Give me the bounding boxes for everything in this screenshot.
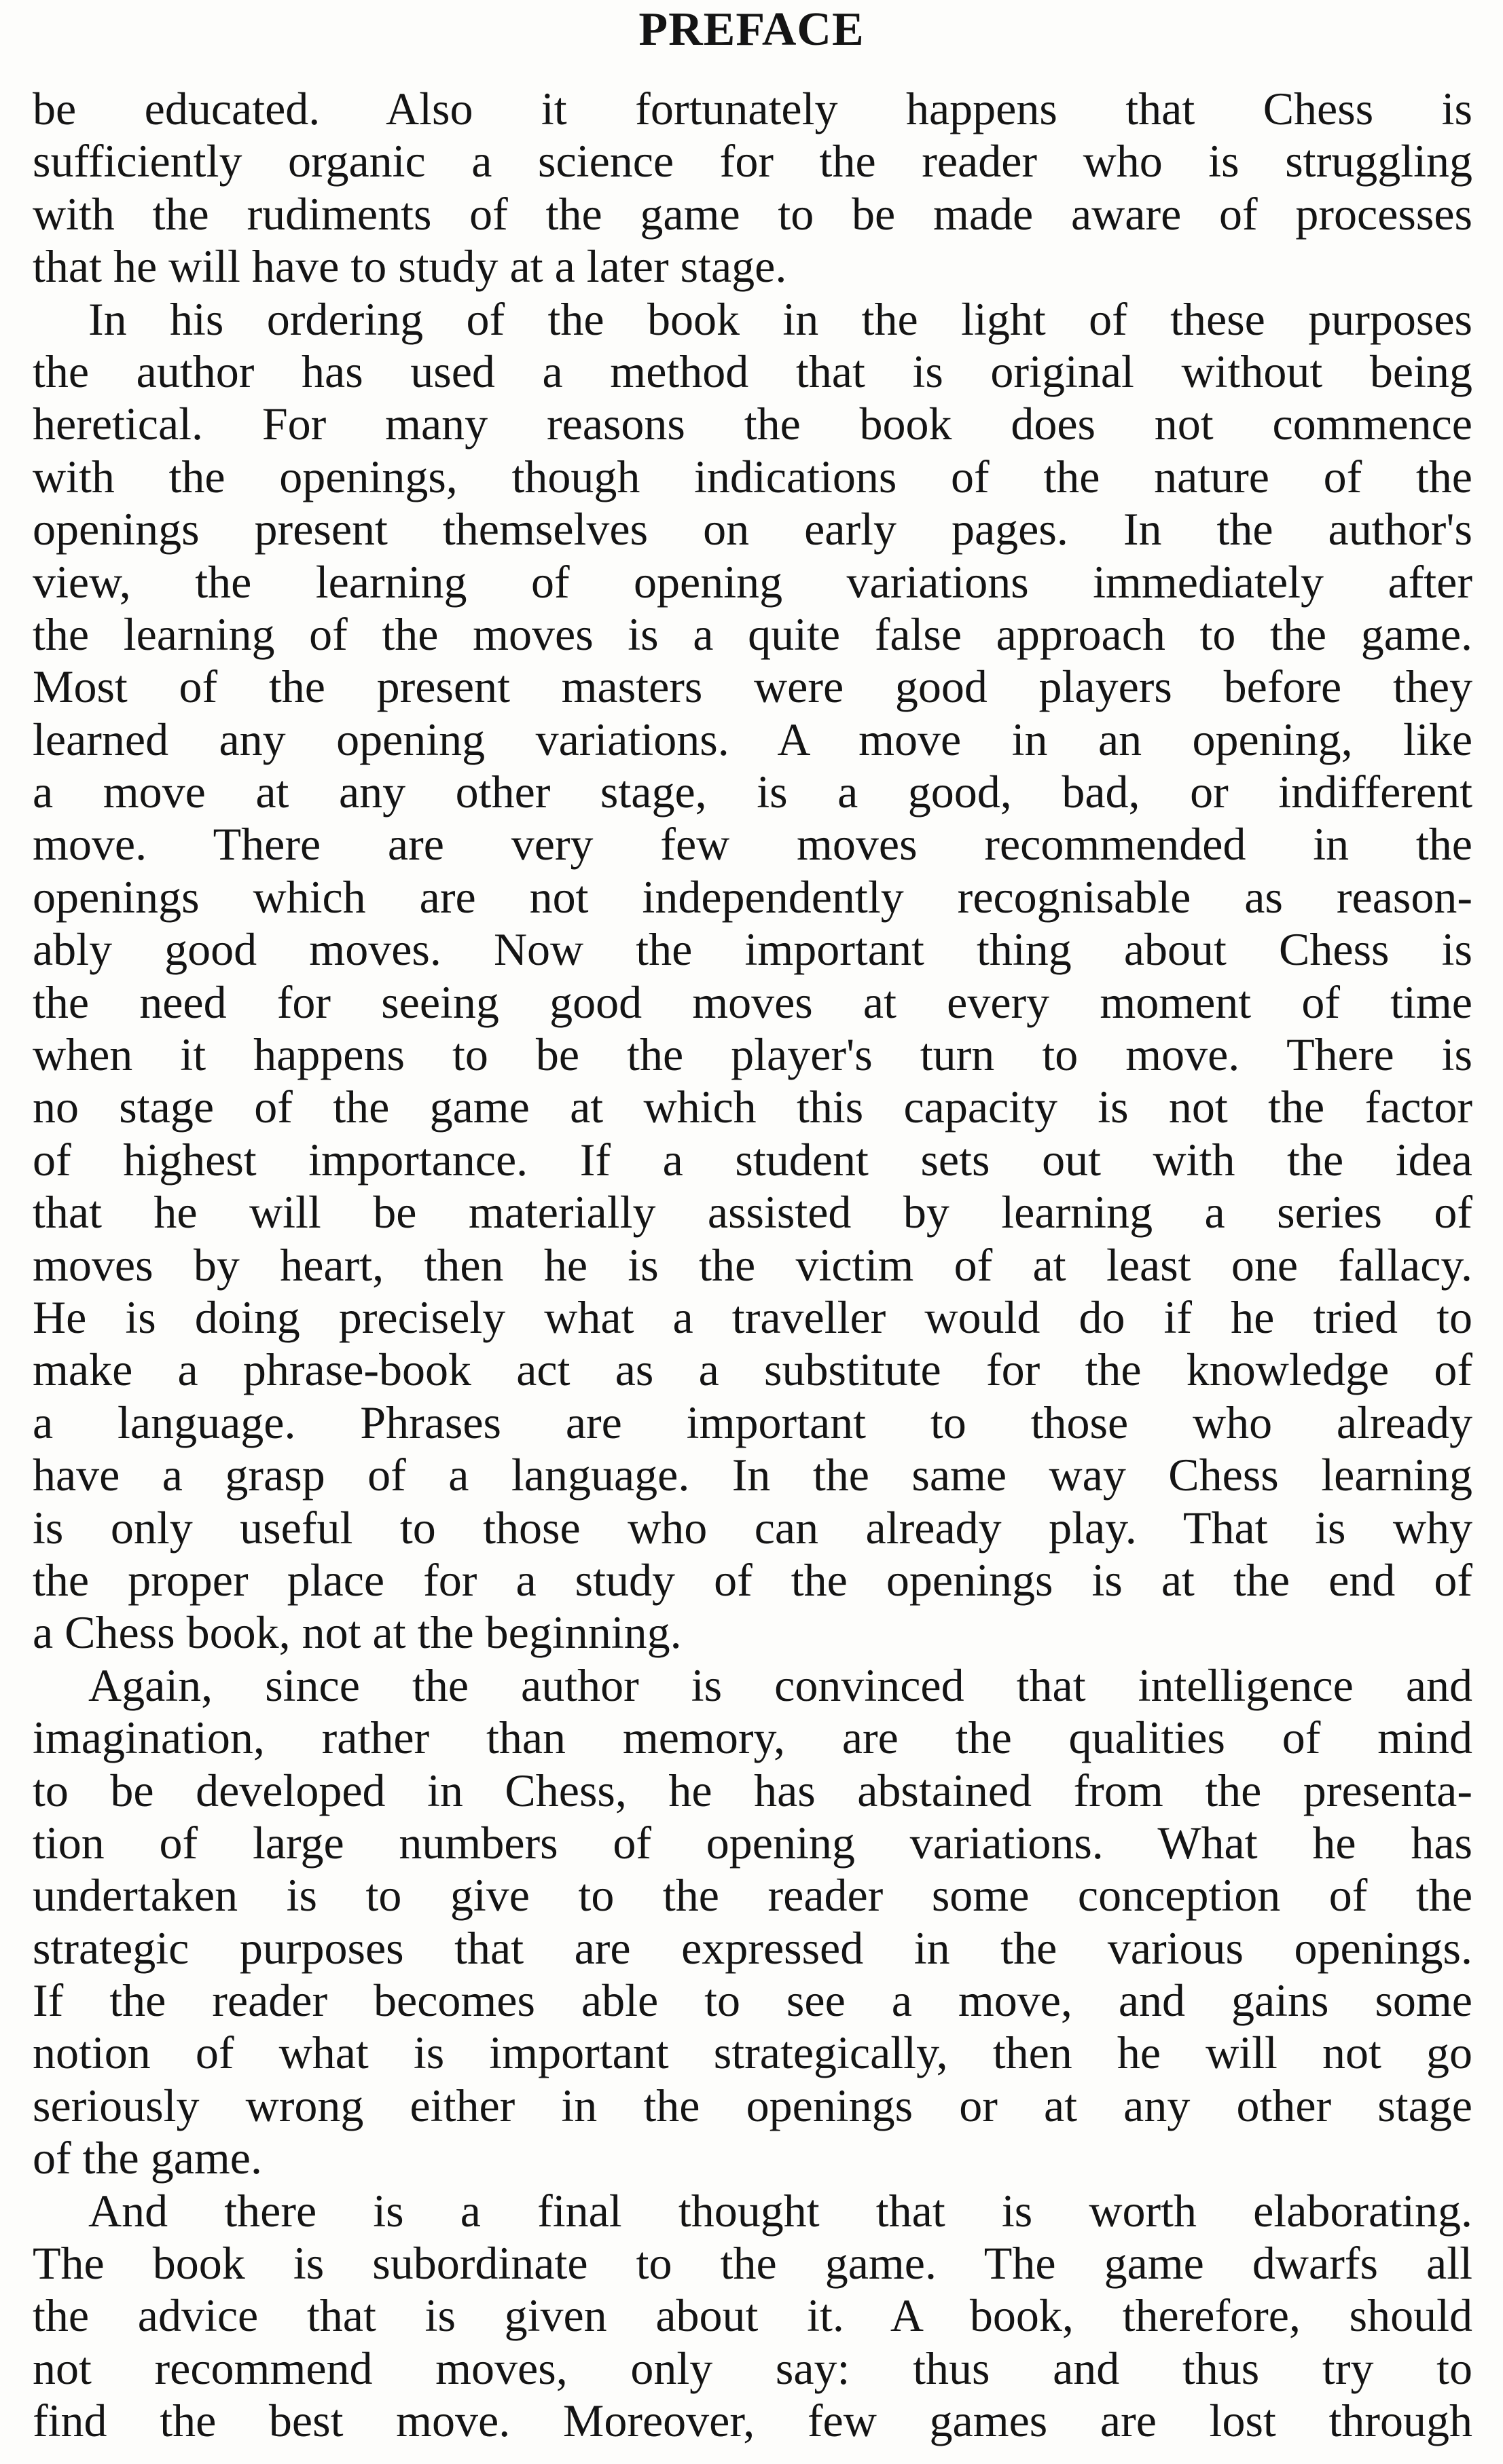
text-line: heretical. For many reasons the book does not commence xyxy=(33,398,1472,450)
paragraph xyxy=(33,293,1472,1659)
text-line: openings which are not independently recognisable as reason- xyxy=(33,870,1472,923)
text-line: of highest importance. If a student sets out with the idea xyxy=(33,1133,1472,1185)
text-line: a move at any other stage, is a good, bad, or indifferent xyxy=(33,766,1472,818)
text-line: He is doing precisely what a traveller would do if he tried to xyxy=(33,1291,1472,1343)
text-line: tion of large numbers of opening variations. What he has xyxy=(33,1816,1472,1869)
text-line: to be developed in Chess, he has abstained from the presenta- xyxy=(33,1764,1472,1816)
text-line: Again, since the author is convinced that intelligence and xyxy=(88,1659,1472,1711)
text-line: that he will be materially assisted by learning a series of xyxy=(33,1186,1472,1238)
text-line: of the game. xyxy=(33,2132,262,2184)
text-line: view, the learning of opening variations immediately after xyxy=(33,555,1472,608)
text-line: seriously wrong either in the openings or at any other stage xyxy=(33,2079,1472,2131)
text-line: a Chess book, not at the beginning. xyxy=(33,1606,682,1659)
paragraph xyxy=(33,1659,1472,2185)
text-line: undertaken is to give to the reader some conception of the xyxy=(33,1869,1472,1921)
text-line: the need for seeing good moves at every moment of time xyxy=(33,976,1472,1028)
paragraph xyxy=(33,2185,1472,2448)
text-line: Most of the present masters were good players before they xyxy=(33,661,1472,713)
text-line: the author has used a method that is original without being xyxy=(33,345,1472,397)
text-line: In his ordering of the book in the light of these purposes xyxy=(88,293,1472,345)
text-line: strategic purposes that are expressed in the various openings. xyxy=(33,1921,1472,1974)
text-line: a language. Phrases are important to those who already xyxy=(33,1396,1472,1448)
text-line: If the reader becomes able to see a move, and gains some xyxy=(33,1974,1472,2027)
text-line: notion of what is important strategically, then he will not go xyxy=(33,2027,1472,2079)
text-line: the advice that is given about it. A book, therefore, should xyxy=(33,2290,1472,2342)
text-line: with the openings, though indications of the nature of the xyxy=(33,450,1472,502)
text-line: The book is subordinate to the game. The game dwarfs all xyxy=(33,2237,1472,2290)
text-line: have a grasp of a language. In the same way Chess learning xyxy=(33,1449,1472,1501)
text-line: find the best move. Moreover, few games are lost through xyxy=(33,2395,1472,2447)
text-line: imagination, rather than memory, are the qualities of mind xyxy=(33,1712,1472,1764)
paragraph xyxy=(33,83,1472,293)
preface-body-text xyxy=(33,83,1472,2448)
text-line: the proper place for a study of the openings is at the end of xyxy=(33,1553,1472,1606)
text-line: when it happens to be the player's turn to move. There is xyxy=(33,1029,1472,1081)
text-line: with the rudiments of the game to be made aware of processes xyxy=(33,187,1472,240)
text-line: move. There are very few moves recommended in the xyxy=(33,818,1472,870)
text-line: be educated. Also it fortunately happens that Chess is xyxy=(33,83,1472,134)
text-line: sufficiently organic a science for the reader who is struggling xyxy=(33,135,1472,187)
text-line: is only useful to those who can already play. That is why xyxy=(33,1501,1472,1553)
text-line: the learning of the moves is a quite false approach to the game. xyxy=(33,608,1472,660)
text-line: that he will have to study at a later stage. xyxy=(33,240,787,293)
text-line: no stage of the game at which this capacity is not the factor xyxy=(33,1081,1472,1133)
text-line: openings present themselves on early pages. In the author's xyxy=(33,503,1472,555)
text-line: learned any opening variations. A move in an opening, like xyxy=(33,713,1472,765)
text-line: make a phrase-book act as a substitute for the knowledge of xyxy=(33,1344,1472,1396)
page-header-title: PREFACE xyxy=(638,3,865,56)
text-line: ably good moves. Now the important thing about Chess is xyxy=(33,923,1472,976)
text-line: And there is a final thought that is worth elaborating. xyxy=(88,2184,1472,2237)
text-line: not recommend moves, only say: thus and thus try to xyxy=(33,2342,1472,2394)
text-line: moves by heart, then he is the victim of at least one fallacy. xyxy=(33,1238,1472,1291)
